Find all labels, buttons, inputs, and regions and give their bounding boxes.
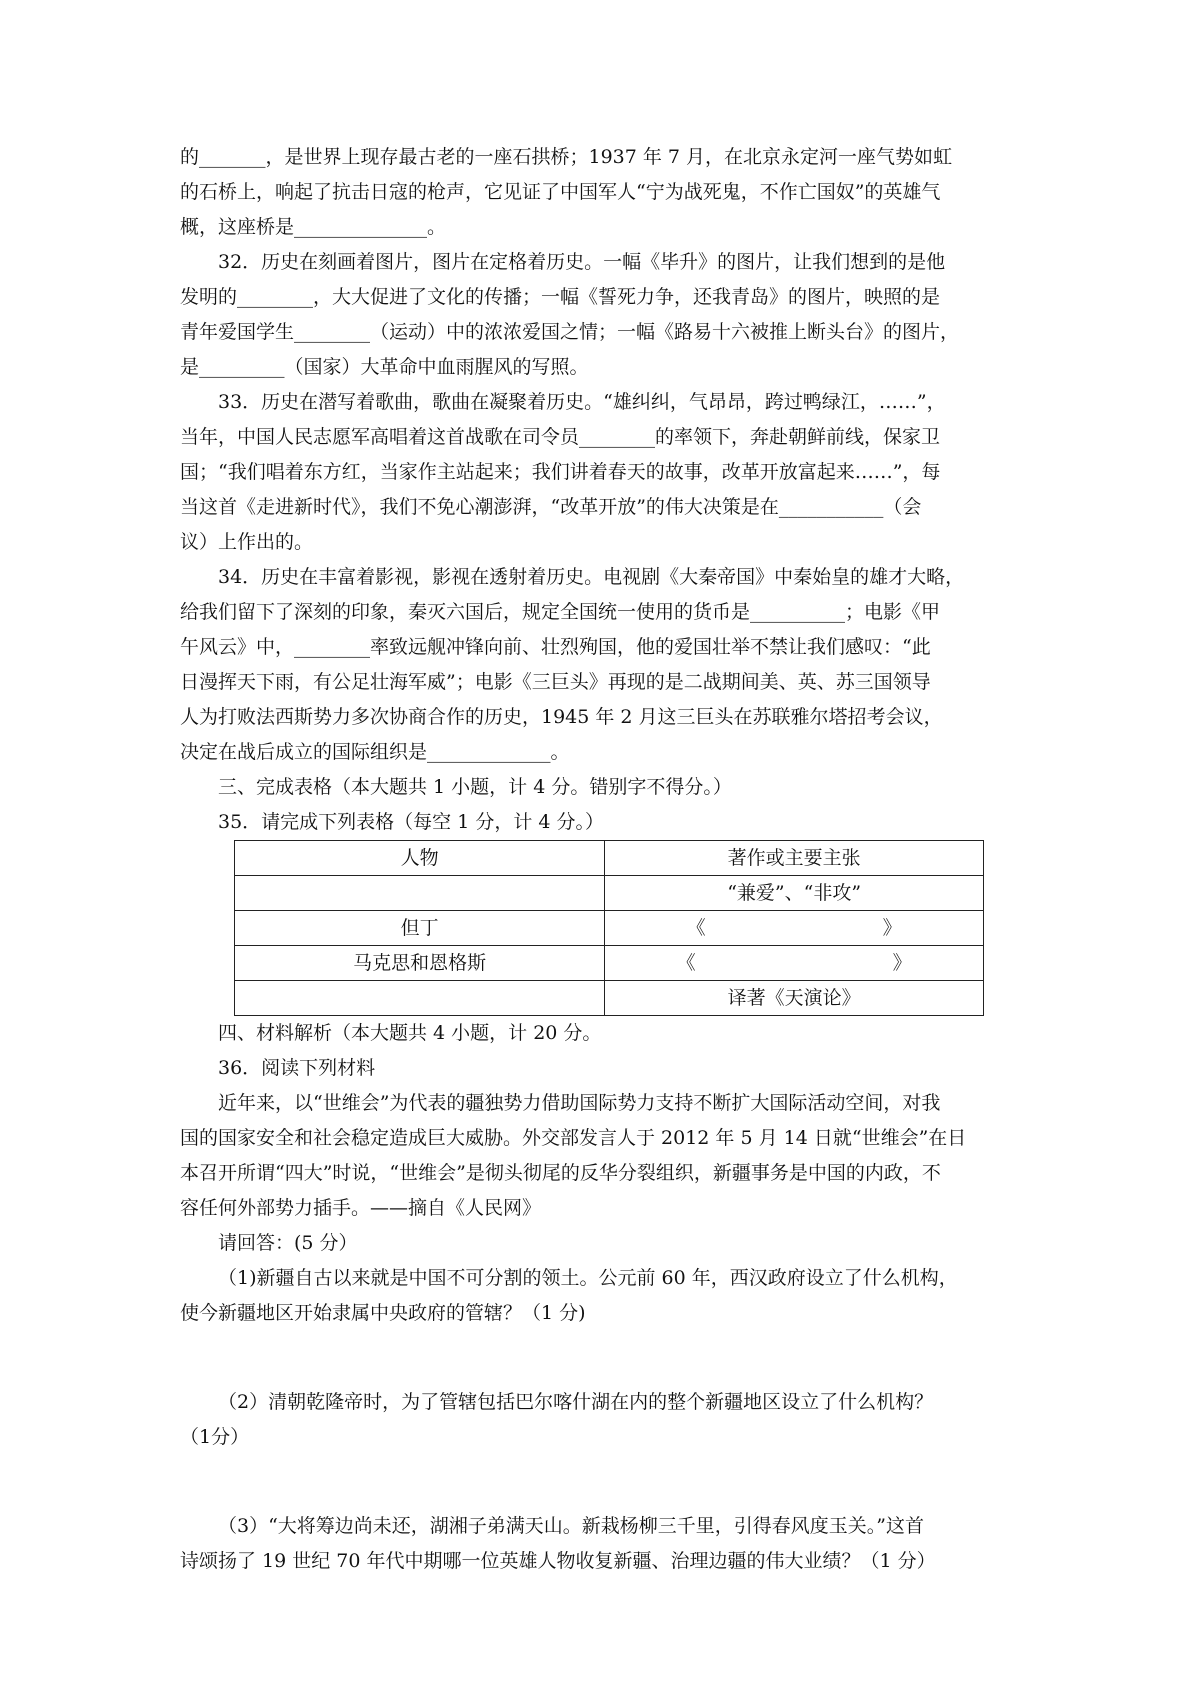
table-cell-work-blank (605, 911, 984, 946)
sub-question-2-line-2: （1分） (180, 1426, 250, 1448)
q32-line-2: 发明的________，大大促进了文化的传播；一幅《誓死力争，还我青岛》的图片，映照的是 (180, 286, 941, 308)
sub-question-2-line-1: （2）清朝乾隆帝时，为了管辖包括巴尔喀什湖在内的整个新疆地区设立了什么机构？ (218, 1391, 934, 1413)
q32-line-1: 32．历史在刻画着图片，图片在定格着历史。一幅《毕升》的图片，让我们想到的是他 (218, 251, 946, 273)
table-header-person: 人物 (235, 841, 605, 876)
q33-line-3: 国；“我们唱着东方红，当家作主站起来；我们讲着春天的故事，改革开放富起来……”，每 (180, 461, 941, 483)
q31-line-2: 的石桥上，响起了抗击日寇的枪声，它见证了中国军人“宁为战死鬼，不作亡国奴”的英雄气 (180, 181, 941, 203)
q34-line-3: 午风云》中，________率致远舰冲锋向前、壮烈殉国，他的爱国壮举不禁让我们感叹：“此 (180, 636, 931, 658)
exam-page (180, 140, 1020, 1579)
section-3-heading: 三、完成表格（本大题共 1 小题，计 4 分。错别字不得分。） (218, 776, 732, 798)
section-4-heading: 四、材料解析（本大题共 4 小题，计 20 分。 (218, 1022, 602, 1044)
q34-line-4: 日漫挥天下雨，有公足壮海军威”；电影《三巨头》再现的是二战期间美、英、苏三国领导 (180, 671, 931, 693)
book-close-mark: 》 (882, 916, 902, 939)
q36-prompt: 36．阅读下列材料 (218, 1057, 376, 1079)
table-cell-person: 马克思和恩格斯 (235, 946, 605, 981)
table-row (235, 946, 984, 981)
material-line-4: 容任何外部势力插手。——摘自《人民网》 (180, 1197, 542, 1219)
q34-line-5: 人为打败法西斯势力多次协商合作的历史，1945 年 2 月这三巨头在苏联雅尔塔招考会议， (180, 706, 943, 728)
q32-line-3: 青年爱国学生________（运动）中的浓浓爱国之情；一幅《路易十六被推上断头台》的图片， (180, 321, 960, 343)
table-cell-work-blank (605, 946, 984, 981)
book-open-mark: 《 (686, 916, 706, 939)
book-open-mark: 《 (676, 951, 696, 974)
book-close-mark: 》 (892, 951, 912, 974)
table-cell-person-blank (235, 876, 605, 911)
q35-prompt: 35．请完成下列表格（每空 1 分，计 4 分。） (218, 811, 605, 833)
q33-line-4: 当这首《走进新时代》，我们不免心潮澎湃，“改革开放”的伟大决策是在___________（会 (180, 496, 922, 518)
q31-line-3: 概，这座桥是______________。 (180, 216, 447, 238)
table-cell-work: “兼爱”、“非攻” (605, 876, 984, 911)
q32-line-4: 是_________（国家）大革命中血雨腥风的写照。 (180, 356, 589, 378)
q33-line-5: 议）上作出的。 (180, 531, 314, 553)
q35-table (234, 840, 984, 1016)
q34-line-2: 给我们留下了深刻的印象，秦灭六国后，规定全国统一使用的货币是__________；电影《甲 (180, 601, 941, 623)
q33-line-2: 当年，中国人民志愿军高唱着这首战歌在司令员________的率领下，奔赴朝鲜前线，保家卫 (180, 426, 941, 448)
table-row (235, 876, 984, 911)
sub-question-1-line-2: 使今新疆地区开始隶属中央政府的管辖？（1 分) (180, 1302, 586, 1324)
sub-question-3-line-1: （3）“大将筹边尚未还，湖湘子弟满天山。新栽杨柳三千里，引得春风度玉关。”这首 (218, 1515, 925, 1537)
q33-line-1: 33．历史在潜写着歌曲，歌曲在凝聚着历史。“雄纠纠，气昂昂，跨过鸭绿江，……”， (218, 391, 946, 413)
table-cell-work: 译著《天演论》 (605, 981, 984, 1016)
material-line-1: 近年来，以“世维会”为代表的疆独势力借助国际势力支持不断扩大国际活动空间，对我 (218, 1092, 941, 1114)
table-header-row (235, 841, 984, 876)
table-row (235, 911, 984, 946)
table-header-work: 著作或主要主张 (605, 841, 984, 876)
sub-question-3-line-2: 诗颂扬了 19 世纪 70 年代中期哪一位英雄人物收复新疆、治理边疆的伟大业绩？（1 分） (180, 1550, 936, 1572)
answer-prompt: 请回答：(5 分） (218, 1232, 358, 1254)
table-row (235, 981, 984, 1016)
sub-question-1-line-1: （1)新疆自古以来就是中国不可分割的领土。公元前 60 年，西汉政府设立了什么机构， (218, 1267, 958, 1289)
q31-line-1: 的_______，是世界上现存最古老的一座石拱桥；1937 年 7 月，在北京永定河一座气势如虹 (180, 146, 953, 168)
table-cell-person-blank (235, 981, 605, 1016)
material-line-2: 国的国家安全和社会稳定造成巨大威胁。外交部发言人于 2012 年 5 月 14 日就“世维会”在日 (180, 1127, 967, 1149)
table-cell-person: 但丁 (235, 911, 605, 946)
material-line-3: 本召开所谓“四大”时说，“世维会”是彻头彻尾的反华分裂组织，新疆事务是中国的内政，不 (180, 1162, 941, 1184)
q34-line-1: 34．历史在丰富着影视，影视在透射着历史。电视剧《大秦帝国》中秦始皇的雄才大略， (218, 566, 965, 588)
q34-line-6: 决定在战后成立的国际组织是_____________。 (180, 741, 570, 763)
